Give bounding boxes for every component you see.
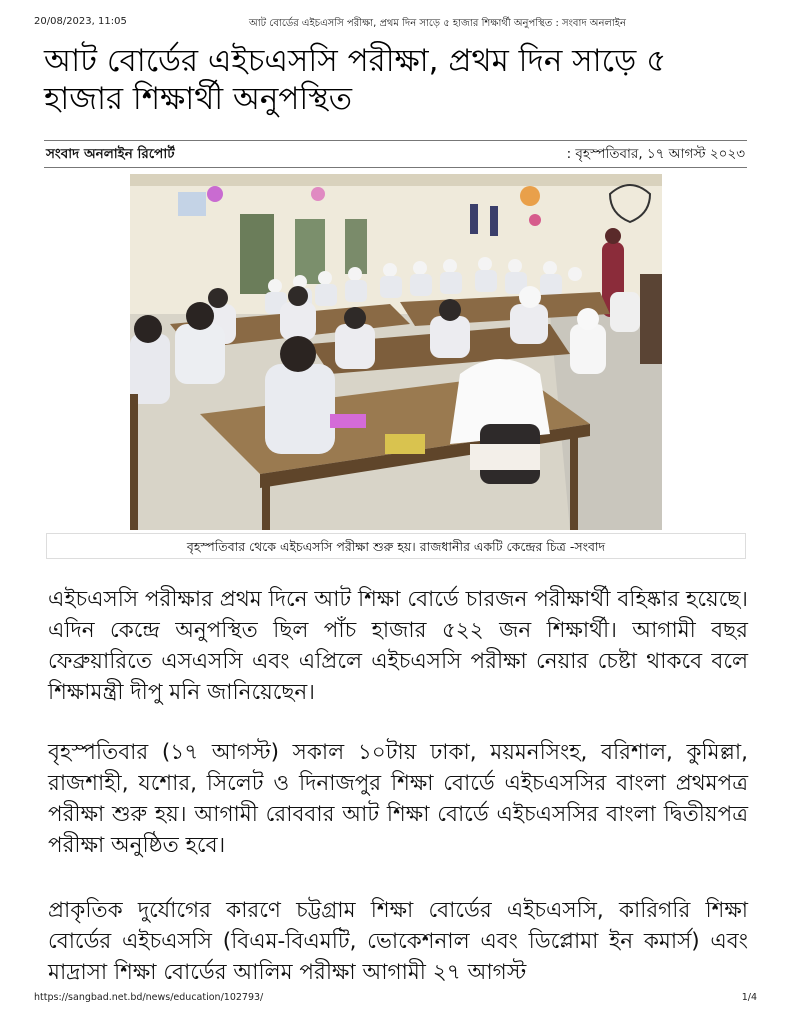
- print-url: https://sangbad.net.bd/news/education/102793/: [34, 992, 264, 1003]
- byline: [44, 140, 747, 168]
- article-headline: আট বোর্ডের এইচএসসি পরীক্ষা, প্রথম দিন সাড়ে ৫ হাজার শিক্ষার্থী অনুপস্থিত: [44, 43, 667, 117]
- image-caption: বৃহস্পতিবার থেকে এইচএসসি পরীক্ষা শুরু হয়। রাজধানীর একটি কেন্দ্রের চিত্র -সংবাদ: [46, 533, 746, 559]
- article-paragraph-2: বৃহস্পতিবার (১৭ আগস্ট) সকাল ১০টায় ঢাকা, ময়মনসিংহ, বরিশাল, কুমিল্লা, রাজশাহী, যশোর, সিলেট ও দিনাজপুর শিক্ষা বোর্ডে এইচএসসির বাংলা প্রথমপত্র পরীক্ষা শুরু হয়। আগামী রোববার আট শিক্ষা বোর্ডে এইচএসসির বাংলা দ্বিতীয়পত্র পরীক্ষা অনুষ্ঠিত হবে।: [48, 740, 748, 858]
- page-number: 1/4: [741, 992, 757, 1003]
- print-header: [34, 16, 757, 32]
- article-author: সংবাদ অনলাইন রিপোর্ট: [46, 146, 175, 162]
- print-page-title: আট বোর্ডের এইচএসসি পরীক্ষা, প্রথম দিন সাড়ে ৫ হাজার শিক্ষার্থী অনুপস্থিত : সংবাদ অনলাইন: [249, 18, 626, 29]
- article-photo: [130, 174, 662, 530]
- article-publish-date: : বৃহস্পতিবার, ১৭ আগস্ট ২০২৩: [566, 146, 745, 162]
- print-date-time: 20/08/2023, 11:05: [34, 16, 127, 27]
- article-paragraph-3: প্রাকৃতিক দুর্যোগের কারণে চট্টগ্রাম শিক্ষা বোর্ডের এইচএসসি, কারিগরি শিক্ষা বোর্ডের এইচএসসি (বিএম-বিএমটি, ভোকেশনাল এবং ডিপ্লোমা ইন কমার্স) এবং মাদ্রাসা শিক্ষা বোর্ডের আলিম পরীক্ষা আগামী ২৭ আগস্ট: [48, 898, 748, 985]
- print-footer: [34, 992, 757, 1006]
- article-paragraph-1: এইচএসসি পরীক্ষার প্রথম দিনে আট শিক্ষা বোর্ডে চারজন পরীক্ষার্থী বহিষ্কার হয়েছে। এদিন কেন্দ্রে অনুপস্থিত ছিল পাঁচ হাজার ৫২২ জন শিক্ষার্থী। আগামী বছর ফেব্রুয়ারিতে এসএসসি এবং এপ্রিলে এইচএসসি পরীক্ষা নেয়ার চেষ্টা থাকবে বলে শিক্ষামন্ত্রী দীপু মনি জানিয়েছেন।: [48, 587, 748, 705]
